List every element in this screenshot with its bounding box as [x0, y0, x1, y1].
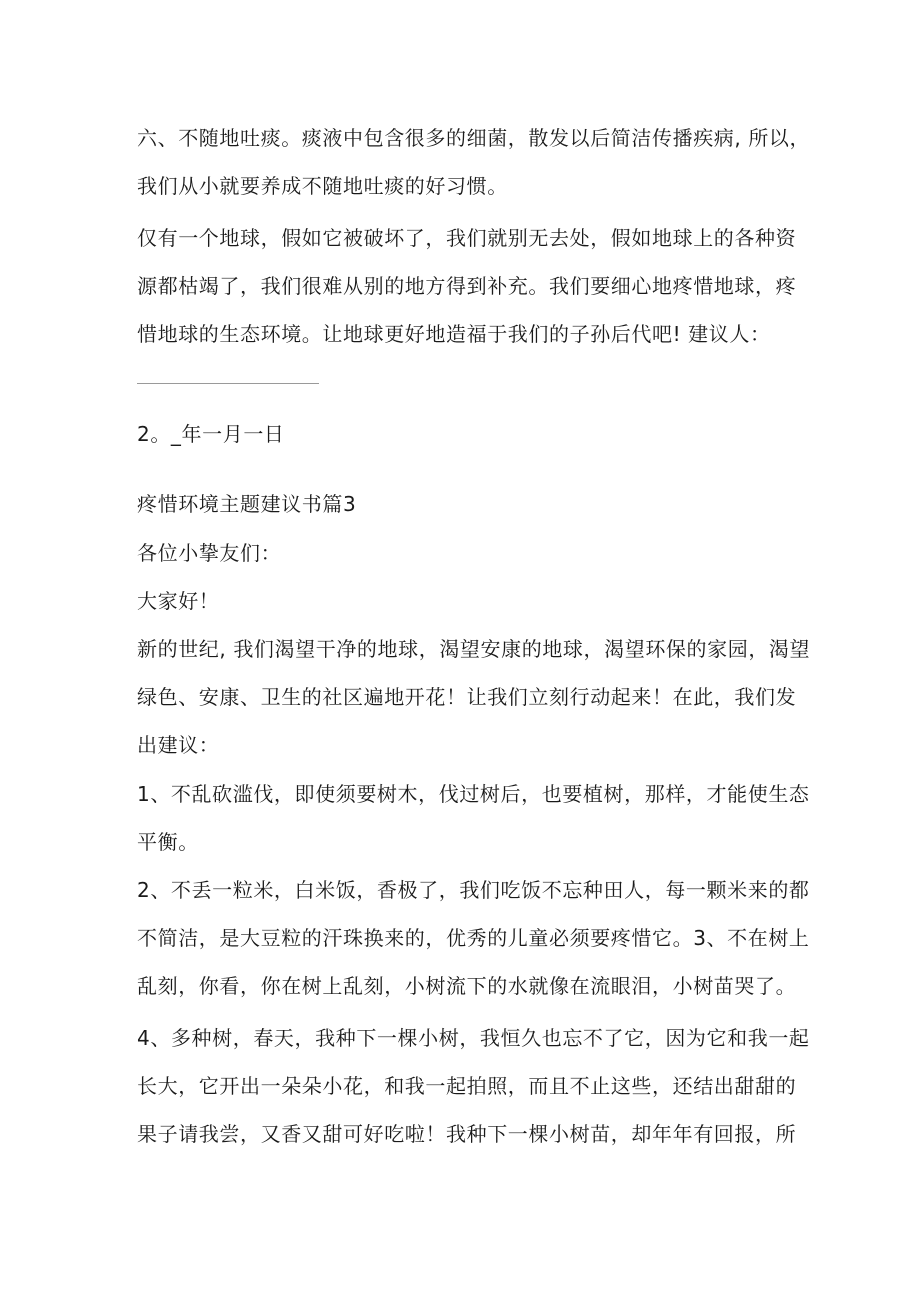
greeting: 大家好！: [137, 589, 220, 613]
paragraph-line: 我们从小就要养成不随地吐痰的好习惯。: [137, 174, 508, 198]
paragraph-line: 惜地球的生态环境。让地球更好地造福于我们的子孙后代吧! 建议人：: [137, 322, 771, 346]
list-item-line: 长大，它开出一朵朵小花，和我一起拍照，而且不止这些，还结出甜甜的: [137, 1074, 797, 1098]
list-item-line: 4、多种树，春天，我种下一棵小树，我恒久也忘不了它，因为它和我一起: [137, 1026, 810, 1050]
list-item-line: 乱刻，你看，你在树上乱刻，小树流下的水就像在流眼泪，小树苗哭了。: [137, 974, 797, 998]
list-item-line: 不简洁，是大豆粒的汗珠换来的，优秀的儿童必须要疼惜它。3、不在树上: [137, 926, 810, 950]
paragraph-line: 绿色、安康、卫生的社区遍地开花！让我们立刻行动起来！在此，我们发: [137, 685, 797, 709]
paragraph-line: 新的世纪, 我们渴望干净的地球，渴望安康的地球，渴望环保的家园，渴望: [137, 637, 811, 661]
paragraph-line: 出建议：: [137, 733, 220, 757]
paragraph-line: 六、不随地吐痰。痰液中包含很多的细菌，散发以后简洁传播疾病, 所以，: [137, 126, 811, 150]
paragraph-line: 源都枯竭了，我们很难从别的地方得到补充。我们要细心地疼惜地球，疼: [137, 274, 797, 298]
list-item-line: 平衡。: [137, 830, 199, 854]
list-item-line: 果子请我尝，又香又甜可好吃啦！我种下一棵小树苗，却年年有回报，所: [137, 1122, 797, 1146]
signature-underline: [137, 383, 319, 384]
list-item-line: 2、不丢一粒米，白米饭，香极了，我们吃饭不忘种田人，每一颗米来的都: [137, 878, 810, 902]
salutation: 各位小挚友们：: [137, 541, 282, 565]
list-item-line: 1、不乱砍滥伐，即使须要树木，伐过树后，也要植树，那样，才能使生态: [137, 782, 810, 806]
section-heading: 疼惜环境主题建议书篇3: [137, 492, 357, 516]
date-line: 2。_年一月一日: [137, 422, 285, 446]
paragraph-line: 仅有一个地球，假如它被破坏了，我们就别无去处，假如地球上的各种资: [137, 226, 797, 250]
